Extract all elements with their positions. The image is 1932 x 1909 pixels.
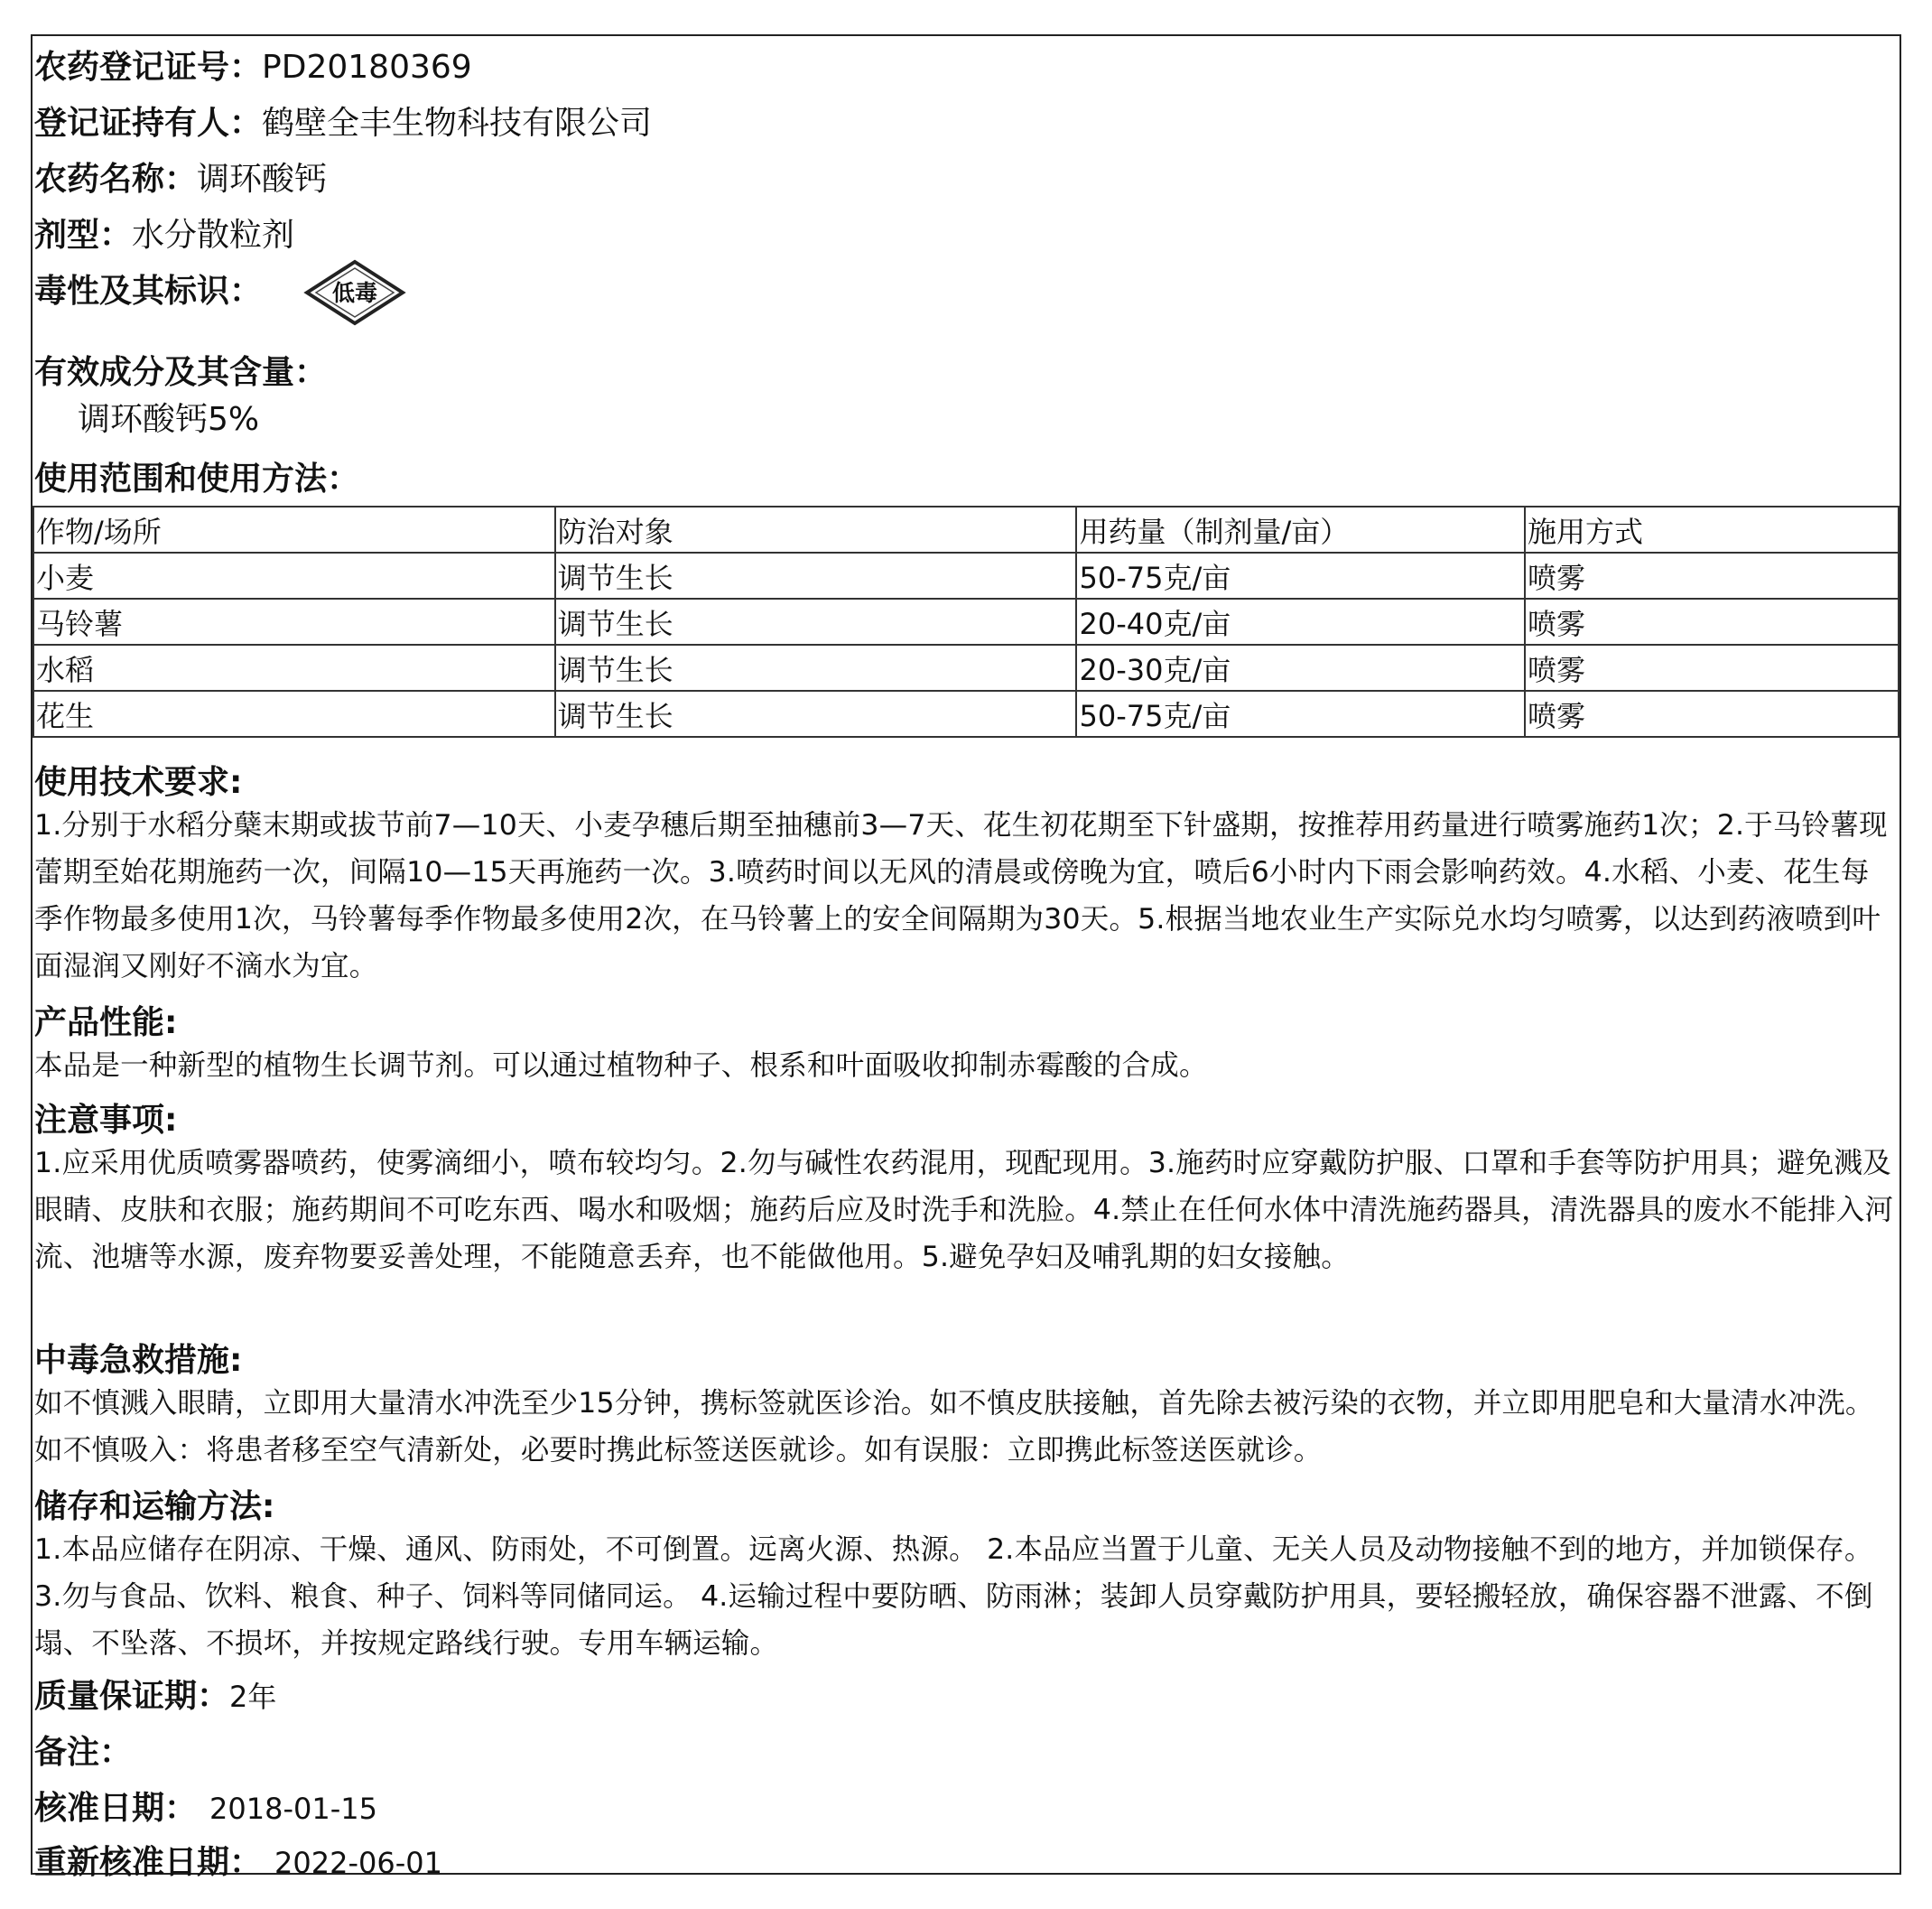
ingredient-value-line [78, 394, 259, 440]
cell-target: 调节生长 [555, 645, 1077, 691]
ingredient-line [34, 347, 327, 393]
shelf-life-label: 质量保证期： [34, 1678, 230, 1715]
table-row [33, 599, 1899, 645]
storage-heading [34, 1481, 274, 1527]
table-header-row [33, 507, 1899, 553]
holder-label: 登记证持有人： [34, 105, 263, 142]
approval-date-value: 2018-01-15 [209, 1792, 377, 1826]
cell-crop: 水稻 [33, 645, 555, 691]
ingredient-label: 有效成分及其含量： [34, 354, 328, 391]
cautions-text: 1.应采用优质喷雾器喷药，使雾滴细小，喷布较均匀。2.勿与碱性农药混用，现配现用。3.施药时应穿戴防护服、口罩和手套等防护用具；避免溅及眼睛、皮肤和衣服；施药期间不可吃东西、喝水和吸烟；施药后应及时洗手和洗脸。4.禁止在任何水体中清洗施药器具，清洗器具的废水不能排入河流、池塘等水源，废弃物要妥善处理，不能随意丢弃，也不能做他用。5.避免孕妇及哺乳期的妇女接触。 [34, 1147, 1894, 1273]
cell-method: 喷雾 [1525, 645, 1899, 691]
header-crop: 作物/场所 [33, 507, 555, 553]
usage-table [33, 506, 1899, 738]
tech-heading [34, 757, 242, 803]
performance-label: 产品性能: [34, 1004, 178, 1041]
performance-heading [34, 997, 177, 1043]
cell-target: 调节生长 [555, 553, 1077, 599]
approval-date-line [34, 1783, 377, 1829]
cell-target: 调节生长 [555, 691, 1077, 737]
reapproval-date-value: 2022-06-01 [274, 1846, 442, 1880]
ingredient-value: 调环酸钙5% [78, 401, 260, 438]
cell-method: 喷雾 [1525, 599, 1899, 645]
reg-no-line [34, 42, 472, 88]
first-aid-text: 如不慎溅入眼睛，立即用大量清水冲洗至少15分钟，携标签就医诊治。如不慎皮肤接触，首先除去被污染的衣物，并立即用肥皂和大量清水冲洗。如不慎吸入：将患者移至空气清新处，必要时携此标签送医就诊。如有误服：立即携此标签送医就诊。 [34, 1387, 1874, 1467]
formulation-label: 剂型： [34, 217, 133, 254]
cell-dosage: 50-75克/亩 [1076, 553, 1525, 599]
table-row [33, 553, 1899, 599]
name-value: 调环酸钙 [197, 161, 328, 198]
header-dosage: 用药量（制剂量/亩） [1076, 507, 1525, 553]
first-aid-label: 中毒急救措施: [34, 1342, 243, 1379]
formulation-value: 水分散粒剂 [132, 217, 295, 254]
name-line [34, 154, 327, 200]
shelf-life-value: 2年 [229, 1680, 277, 1714]
name-label: 农药名称： [34, 161, 198, 198]
remarks-line [34, 1727, 132, 1773]
reapproval-date-label: 重新核准日期： [34, 1844, 263, 1881]
remarks-label: 备注： [34, 1734, 133, 1771]
header-target: 防治对象 [555, 507, 1077, 553]
storage-text: 1.本品应储存在阴凉、干燥、通风、防雨处，不可倒置。远离火源、热源。 2.本品应当置于儿童、无关人员及动物接触不到的地方，并加锁保存。 3.勿与食品、饮料、粮食、种子、饲料等同储同运。 4.运输过程中要防晒、防雨淋；装卸人员穿戴防护用具，要轻搬轻放，确保容器不泄露、不倒塌、不坠落、不损坏，并按规定路线行驶。专用车辆运输。 [34, 1533, 1873, 1660]
storage-label: 储存和运输方法: [34, 1488, 275, 1525]
cell-method: 喷雾 [1525, 691, 1899, 737]
toxicity-label: 毒性及其标识： [34, 273, 263, 310]
table-row [33, 645, 1899, 691]
toxicity-line [34, 265, 262, 312]
cautions-label: 注意事项: [34, 1102, 178, 1139]
low-toxicity-diamond-icon [303, 258, 406, 327]
holder-value: 鹤壁全丰生物科技有限公司 [262, 105, 653, 142]
cell-crop: 花生 [33, 691, 555, 737]
header-method: 施用方式 [1525, 507, 1899, 553]
tech-text: 1.分别于水稻分蘖末期或拔节前7—10天、小麦孕穗后期至抽穗前3—7天、花生初花期至下针盛期，按推荐用药量进行喷雾施药1次；2.于马铃薯现蕾期至始花期施药一次，间隔10—15天再施药一次。3.喷药时间以无风的清晨或傍晚为宜，喷后6小时内下雨会影响药效。4.水稻、小麦、花生每季作物最多使用1次，马铃薯每季作物最多使用2次，在马铃薯上的安全间隔期为30天。5.根据当地农业生产实际兑水均匀喷雾，以达到药液喷到叶面湿润又刚好不滴水为宜。 [34, 809, 1888, 982]
first-aid-heading [34, 1335, 242, 1381]
cell-target: 调节生长 [555, 599, 1077, 645]
tech-label: 使用技术要求: [34, 764, 243, 801]
label-document [31, 34, 1901, 1881]
holder-line [34, 98, 652, 144]
formulation-line [34, 210, 294, 256]
performance-text: 本品是一种新型的植物生长调节剂。可以通过植物种子、根系和叶面吸收抑制赤霉酸的合成。 [34, 1049, 1208, 1082]
reg-no-value: PD20180369 [262, 49, 472, 86]
cell-crop: 小麦 [33, 553, 555, 599]
reapproval-date-line [34, 1837, 442, 1883]
usage-line [34, 453, 359, 499]
reg-no-label: 农药登记证号： [34, 49, 263, 86]
cell-method: 喷雾 [1525, 553, 1899, 599]
badge-text: 低毒 [331, 280, 378, 306]
cell-dosage: 50-75克/亩 [1076, 691, 1525, 737]
approval-date-label: 核准日期： [34, 1790, 198, 1827]
cell-dosage: 20-30克/亩 [1076, 645, 1525, 691]
table-row [33, 691, 1899, 737]
usage-label: 使用范围和使用方法： [34, 461, 360, 498]
cautions-heading [34, 1094, 177, 1141]
cell-crop: 马铃薯 [33, 599, 555, 645]
shelf-life-line [34, 1671, 276, 1717]
cell-dosage: 20-40克/亩 [1076, 599, 1525, 645]
